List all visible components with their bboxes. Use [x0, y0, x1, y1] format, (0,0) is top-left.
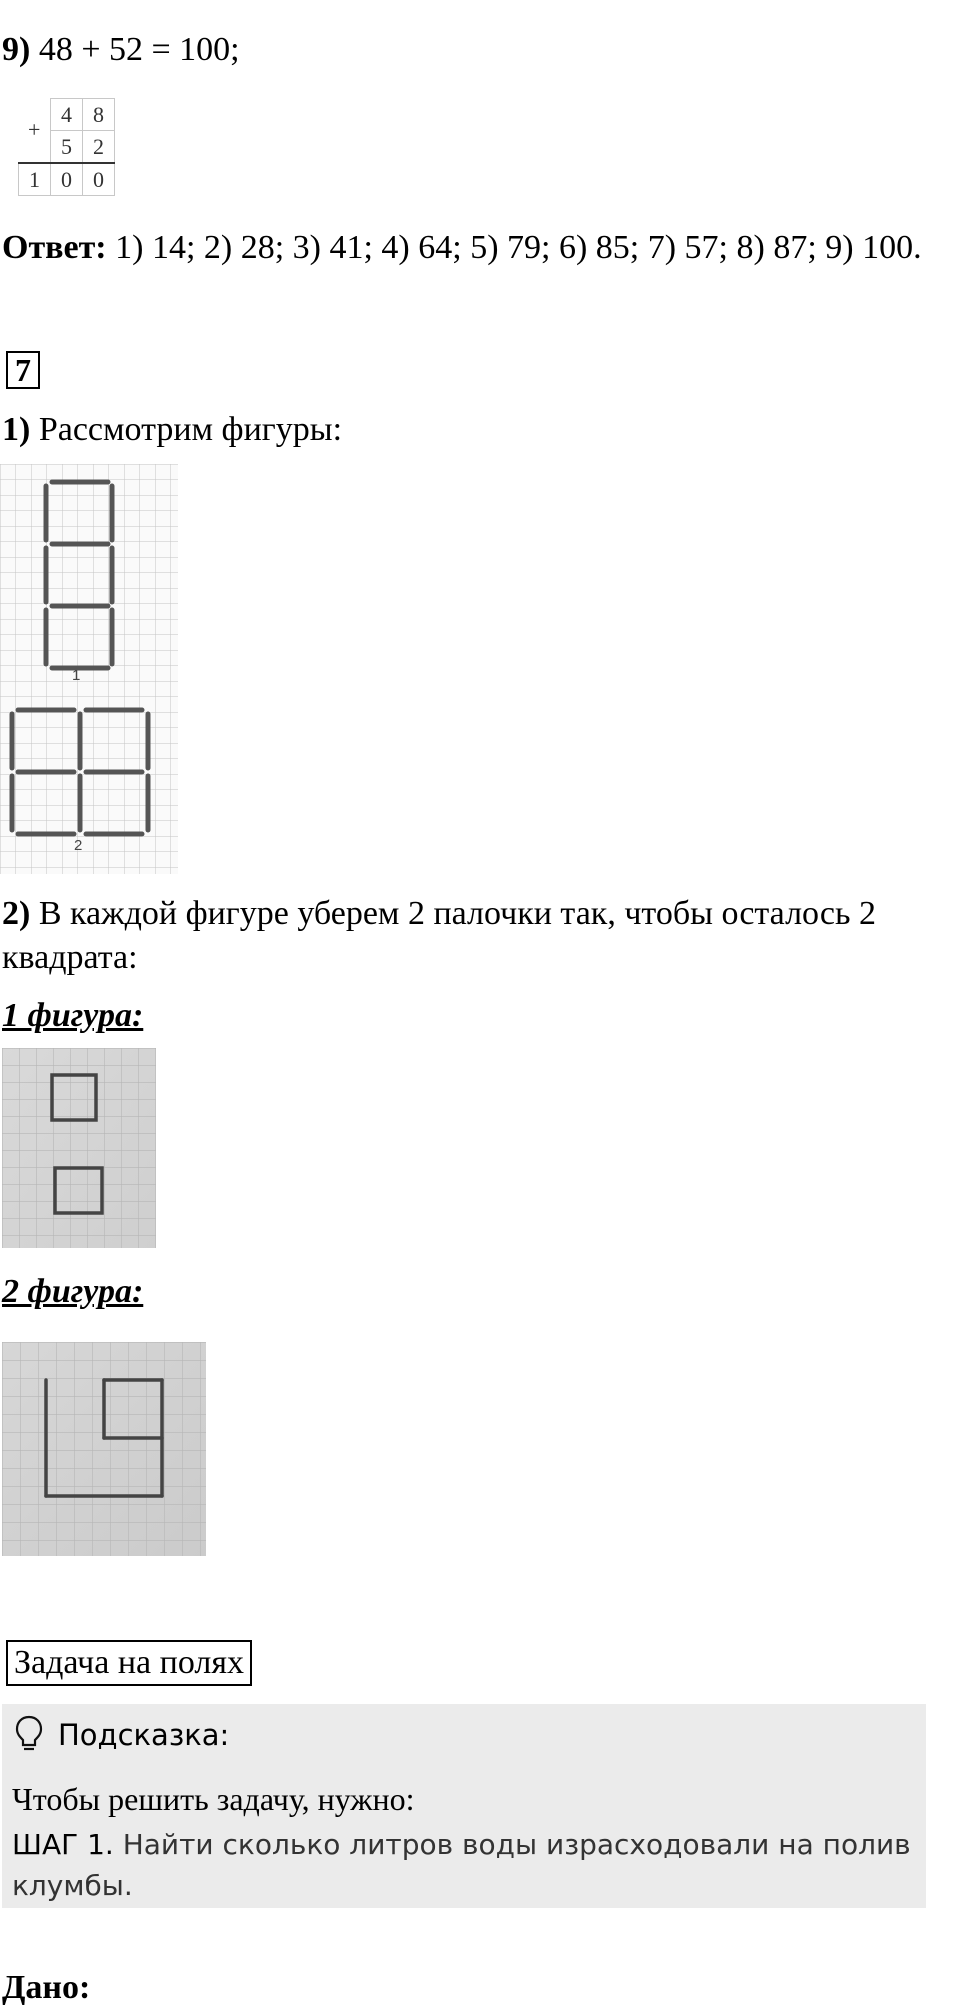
step2-line-1 — [2, 892, 956, 936]
step1-number: 1) — [2, 411, 31, 448]
figure-2-label: 2 — [74, 837, 83, 854]
digit-cell: 2 — [83, 131, 115, 164]
lightbulb-icon — [14, 1714, 44, 1754]
plus-sign: + — [19, 99, 51, 164]
hint-box — [2, 1704, 926, 1908]
item9-number: 9) — [2, 31, 31, 68]
digit-cell: 8 — [83, 99, 115, 131]
item9-line — [2, 28, 240, 72]
hint-step-line-1 — [12, 1824, 911, 1866]
hint-step-text-2: клумбы. — [12, 1869, 133, 1902]
hint-title: Подсказка: — [58, 1718, 230, 1752]
matchstick-figures-image — [0, 464, 178, 874]
hint-step-label: ШАГ 1. — [12, 1828, 114, 1861]
margin-task-title: Задача на полях — [6, 1640, 252, 1686]
figure-1-label: 1 — [72, 667, 81, 684]
hint-step-text-1: Найти сколько литров воды израсходовали на полив — [122, 1828, 911, 1861]
sum-digit-cell: 1 — [19, 163, 51, 196]
figure-1-solution-photo — [2, 1048, 156, 1248]
step2-text-2: квадрата: — [2, 939, 138, 976]
task-number-box: 7 — [6, 351, 40, 389]
figure-2-solution-photo — [2, 1342, 206, 1556]
figure-2-title: 2 фигура: — [2, 1273, 144, 1310]
step2-number: 2) — [2, 895, 31, 932]
answer-text: 1) 14; 2) 28; 3) 41; 4) 64; 5) 79; 6) 85; 7) 57; 8) 87; 9) 100. — [115, 229, 922, 266]
sum-digit-cell: 0 — [51, 163, 83, 196]
column-addition-table — [18, 98, 115, 196]
digit-cell: 5 — [51, 131, 83, 164]
sum-digit-cell: 0 — [83, 163, 115, 196]
answer-line — [2, 226, 922, 270]
step1-text: Рассмотрим фигуры: — [38, 411, 343, 448]
figure-1-title: 1 фигура: — [2, 997, 144, 1034]
answer-label: Ответ: — [2, 229, 107, 266]
item9-expression: 48 + 52 = 100; — [38, 31, 240, 68]
given-label: Дано: — [2, 1969, 91, 2006]
step1-line — [2, 408, 342, 452]
step2-text-1: В каждой фигуре уберем 2 палочки так, чтобы осталось 2 — [38, 895, 876, 932]
digit-cell: 4 — [51, 99, 83, 131]
hint-intro: Чтобы решить задачу, нужно: — [12, 1781, 415, 1817]
